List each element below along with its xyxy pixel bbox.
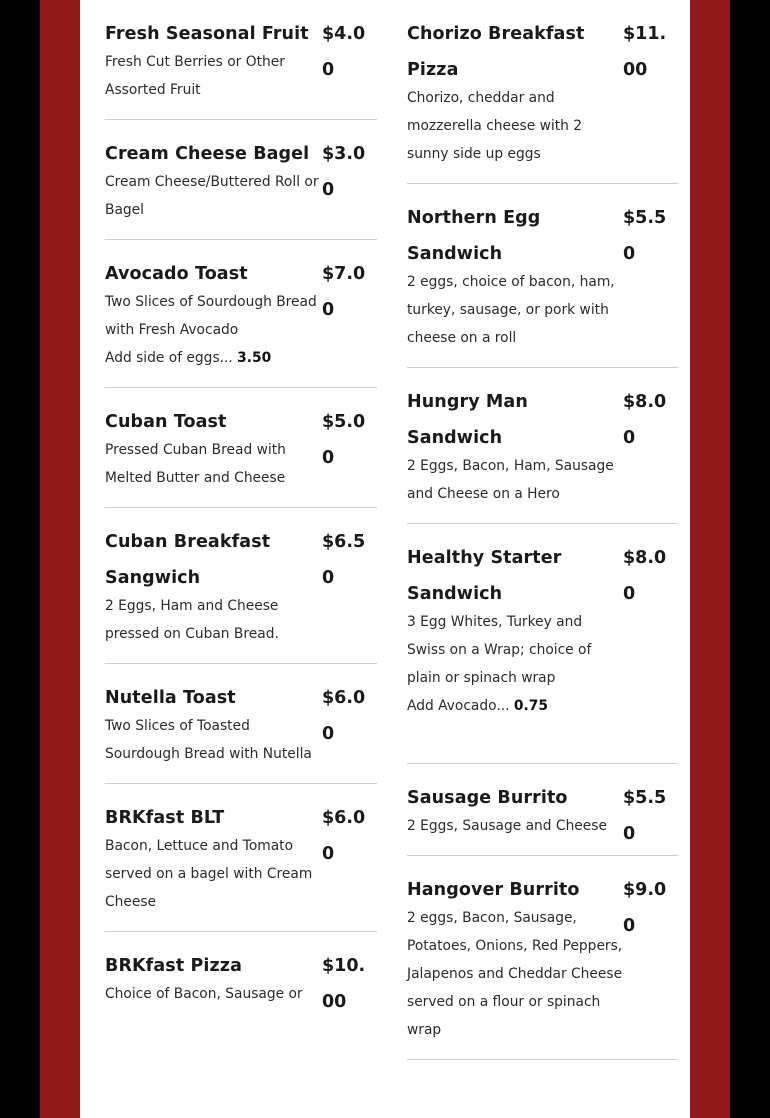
addon-price: 3.50	[237, 350, 272, 366]
item-name: BRKfast BLT	[105, 808, 225, 828]
item-description: 2 Eggs, Sausage and Cheese	[407, 818, 607, 834]
item-name: Avocado Toast	[105, 264, 248, 284]
menu-item	[407, 0, 678, 184]
item-addon	[407, 692, 678, 720]
item-price: $8.00	[623, 548, 667, 604]
item-description: 2 eggs, choice of bacon, ham, turkey, sausage, or pork with cheese on a roll	[407, 274, 615, 346]
item-price: $10.00	[322, 956, 366, 1012]
menu-item	[105, 508, 377, 664]
item-name: Fresh Seasonal Fruit	[105, 24, 309, 44]
item-price: $6.50	[322, 532, 366, 588]
item-description: Two Slices of Toasted Sourdough Bread with Nutella	[105, 718, 312, 762]
item-price: $6.00	[322, 808, 366, 864]
menu-column-left	[105, 0, 377, 1023]
item-price: $9.00	[623, 880, 667, 936]
item-name: Nutella Toast	[105, 688, 236, 708]
item-description: 2 Eggs, Bacon, Ham, Sausage and Cheese on a Hero	[407, 458, 614, 502]
menu-item	[407, 184, 678, 368]
item-description: 2 eggs, Bacon, Sausage, Potatoes, Onions, Red Peppers, Jalapenos and Cheddar Cheese served on a flour or spinach wrap	[407, 910, 623, 1038]
item-description: Chorizo, cheddar and mozzerella cheese with 2 sunny side up eggs	[407, 90, 583, 162]
menu-item	[105, 240, 377, 388]
item-spacer	[407, 720, 678, 748]
menu-card	[80, 0, 690, 1118]
item-price: $5.50	[623, 208, 667, 264]
item-description: Choice of Bacon, Sausage or	[105, 986, 303, 1002]
item-name: Chorizo Breakfast Pizza	[407, 24, 585, 80]
addon-price: 0.75	[513, 698, 548, 714]
item-description: Fresh Cut Berries or Other Assorted Fruit	[105, 54, 285, 98]
item-name: Cream Cheese Bagel	[105, 144, 310, 164]
menu-item	[105, 388, 377, 508]
item-name: BRKfast Pizza	[105, 956, 242, 976]
item-price: $5.00	[322, 412, 366, 468]
menu-item	[105, 664, 377, 784]
item-price: $7.00	[322, 264, 366, 320]
menu-item	[407, 856, 678, 1060]
item-description: Bacon, Lettuce and Tomato served on a bagel with Cream Cheese	[105, 838, 313, 910]
menu-item	[105, 932, 377, 1023]
menu-item	[105, 120, 377, 240]
item-description: Cream Cheese/Buttered Roll or Bagel	[105, 174, 319, 218]
item-price: $8.00	[623, 392, 667, 448]
menu-item	[105, 0, 377, 120]
item-description: Pressed Cuban Bread with Melted Butter and Cheese	[105, 442, 286, 486]
menu-item	[407, 368, 678, 524]
item-name: Northern Egg Sandwich	[407, 208, 541, 264]
item-addon	[105, 344, 377, 372]
menu-item	[407, 764, 678, 856]
addon-label: Add side of eggs...	[105, 350, 238, 366]
item-description: 3 Egg Whites, Turkey and Swiss on a Wrap; choice of plain or spinach wrap	[407, 614, 592, 686]
item-price: $6.00	[322, 688, 366, 744]
item-name: Cuban Breakfast Sangwich	[105, 532, 271, 588]
addon-label: Add Avocado...	[407, 698, 514, 714]
item-name: Sausage Burrito	[407, 788, 568, 808]
item-name: Cuban Toast	[105, 412, 227, 432]
menu-column-right	[407, 0, 678, 1060]
item-description: 2 Eggs, Ham and Cheese pressed on Cuban Bread.	[105, 598, 279, 642]
item-name: Hangover Burrito	[407, 880, 580, 900]
menu-item	[105, 784, 377, 932]
item-description: Two Slices of Sourdough Bread with Fresh Avocado	[105, 294, 317, 338]
item-price: $3.00	[322, 144, 366, 200]
item-name: Hungry Man Sandwich	[407, 392, 528, 448]
item-name: Healthy Starter Sandwich	[407, 548, 562, 604]
item-price: $11.00	[623, 24, 667, 80]
item-price: $4.00	[322, 24, 366, 80]
menu-item	[407, 524, 678, 764]
item-price: $5.50	[623, 788, 667, 844]
